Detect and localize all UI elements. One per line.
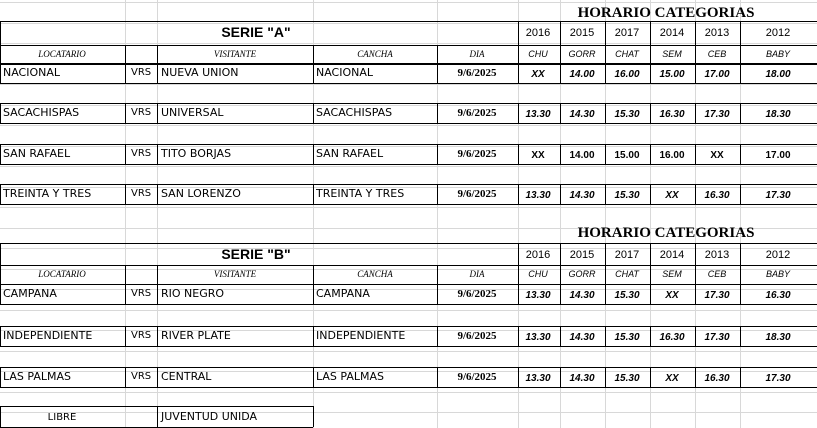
year-header: 2012 xyxy=(765,27,791,39)
match-date: 9/6/2025 xyxy=(457,288,497,300)
visitante-team: SAN LORENZO xyxy=(161,187,241,200)
visitante-team: RIVER PLATE xyxy=(161,329,231,342)
border-vertical xyxy=(157,326,158,346)
gridline-horizontal xyxy=(0,351,817,352)
category-time: 13.30 xyxy=(525,331,551,343)
border-vertical xyxy=(0,406,1,427)
category-time: XX xyxy=(531,68,545,80)
match-date: 9/6/2025 xyxy=(457,188,497,200)
header-dia: DIA xyxy=(469,269,485,279)
gridline-horizontal xyxy=(0,125,817,126)
border-vertical xyxy=(740,103,741,123)
category-header: CHU xyxy=(528,269,548,279)
category-time: 14.30 xyxy=(569,331,595,343)
border-vertical xyxy=(518,265,519,284)
border-vertical xyxy=(437,45,438,64)
border-vertical xyxy=(740,367,741,387)
locatario-team: NACIONAL xyxy=(3,66,61,79)
border-vertical xyxy=(125,45,126,64)
header-visitante: VISITANTE xyxy=(213,49,257,59)
header-cancha: CANCHA xyxy=(357,269,393,279)
border-vertical xyxy=(695,21,696,64)
category-time: 15.30 xyxy=(614,372,640,384)
libre-team: JUVENTUD UNIDA xyxy=(161,410,258,423)
row-bottom-border xyxy=(0,123,817,124)
border-vertical xyxy=(740,243,741,284)
category-time: 13.30 xyxy=(525,372,551,384)
locatario-team: TREINTA Y TRES xyxy=(3,187,92,200)
border-vertical xyxy=(740,63,741,83)
category-header: CEB xyxy=(707,49,727,59)
border-vertical xyxy=(740,21,741,64)
row-bottom-border xyxy=(0,83,817,84)
category-time: XX xyxy=(665,189,679,201)
gridline-horizontal xyxy=(0,412,817,413)
border-vertical xyxy=(0,144,1,164)
border-vertical xyxy=(125,326,126,346)
vrs-label: VRS xyxy=(131,370,152,382)
category-time: 17.30 xyxy=(765,189,791,201)
match-date: 9/6/2025 xyxy=(457,107,497,119)
locatario-team: INDEPENDIENTE xyxy=(3,329,93,342)
category-time: 17.00 xyxy=(704,68,730,80)
header-cancha: CANCHA xyxy=(357,49,393,59)
year-header: 2014 xyxy=(659,27,685,39)
category-time: 16.30 xyxy=(704,372,730,384)
category-time: 13.30 xyxy=(525,289,551,301)
category-time: 16.00 xyxy=(614,68,640,80)
category-time: 14.00 xyxy=(569,68,595,80)
border-vertical xyxy=(0,367,1,387)
row-bottom-border xyxy=(0,204,817,205)
category-time: 15.30 xyxy=(614,189,640,201)
category-header: GORR xyxy=(568,49,596,59)
category-header: SEM xyxy=(662,49,682,59)
border-vertical xyxy=(0,184,1,204)
category-time: 15.30 xyxy=(614,331,640,343)
horario-categorias-title: HORARIO CATEGORIAS xyxy=(577,4,755,21)
locatario-team: CAMPANA xyxy=(3,287,57,300)
border-vertical xyxy=(0,63,1,83)
gridline-horizontal xyxy=(0,166,817,167)
gridline-horizontal xyxy=(0,2,817,3)
category-time: XX xyxy=(531,149,545,161)
border-vertical xyxy=(157,367,158,387)
border-vertical xyxy=(0,21,1,64)
category-time: 16.30 xyxy=(704,189,730,201)
horario-categorias-title: HORARIO CATEGORIAS xyxy=(577,224,755,241)
border-vertical xyxy=(0,326,1,346)
border-vertical xyxy=(650,21,651,64)
row-bottom-border xyxy=(0,164,817,165)
border-vertical xyxy=(740,326,741,346)
border-vertical xyxy=(157,265,158,284)
year-header: 2014 xyxy=(659,249,685,261)
category-time: 15.00 xyxy=(614,149,640,161)
gridline-horizontal xyxy=(0,392,817,393)
gridline-horizontal xyxy=(0,84,817,85)
category-time: 18.00 xyxy=(765,68,791,80)
category-time: 13.30 xyxy=(525,108,551,120)
border-vertical xyxy=(605,243,606,284)
border-vertical xyxy=(157,103,158,123)
category-time: 14.30 xyxy=(569,372,595,384)
libre-label: LIBRE xyxy=(47,411,77,423)
category-time: 14.00 xyxy=(569,149,595,161)
match-date: 9/6/2025 xyxy=(457,67,497,79)
category-header: BABY xyxy=(765,49,790,59)
gridline-horizontal xyxy=(0,207,817,208)
category-time: 16.30 xyxy=(659,331,685,343)
match-date: 9/6/2025 xyxy=(457,148,497,160)
visitante-team: CENTRAL xyxy=(161,370,212,383)
category-time: 15.00 xyxy=(659,68,685,80)
border-vertical xyxy=(125,63,126,83)
category-time: XX xyxy=(665,372,679,384)
category-time: 15.30 xyxy=(614,289,640,301)
gridline-horizontal xyxy=(0,310,817,311)
header-locatario: LOCATARIO xyxy=(38,49,86,59)
border-vertical xyxy=(0,284,1,304)
border-vertical xyxy=(313,63,314,83)
serie-title: SERIE "A" xyxy=(221,24,291,40)
category-time: 16.00 xyxy=(659,149,685,161)
border-vertical xyxy=(437,265,438,284)
match-date: 9/6/2025 xyxy=(457,371,497,383)
border-vertical xyxy=(313,45,314,64)
border-vertical xyxy=(125,284,126,304)
year-header: 2013 xyxy=(704,27,730,39)
border-vertical xyxy=(313,406,314,427)
border-vertical xyxy=(125,144,126,164)
row-bottom-border xyxy=(0,346,817,347)
border-vertical xyxy=(125,184,126,204)
category-time: 17.00 xyxy=(765,149,791,161)
visitante-team: NUEVA UNION xyxy=(161,66,239,79)
cancha-name: SAN RAFAEL xyxy=(316,147,384,160)
category-header: CHAT xyxy=(615,49,639,59)
category-header: BABY xyxy=(765,269,790,279)
border-vertical xyxy=(313,284,314,304)
border-vertical xyxy=(313,103,314,123)
border-vertical xyxy=(560,21,561,64)
border-vertical xyxy=(125,367,126,387)
border-vertical xyxy=(695,243,696,284)
border-vertical xyxy=(605,21,606,64)
cancha-name: INDEPENDIENTE xyxy=(316,329,406,342)
year-header: 2012 xyxy=(765,249,791,261)
border-vertical xyxy=(0,103,1,123)
vrs-label: VRS xyxy=(131,187,152,199)
header-locatario: LOCATARIO xyxy=(38,269,86,279)
border-vertical xyxy=(157,63,158,83)
category-time: 17.30 xyxy=(704,108,730,120)
category-time: XX xyxy=(665,289,679,301)
category-time: 13.30 xyxy=(525,189,551,201)
category-time: 18.30 xyxy=(765,331,791,343)
vrs-label: VRS xyxy=(131,106,152,118)
border-vertical xyxy=(313,144,314,164)
category-time: 17.30 xyxy=(765,372,791,384)
header-dia: DIA xyxy=(469,49,485,59)
border-vertical xyxy=(157,184,158,204)
border-vertical xyxy=(157,144,158,164)
year-header: 2017 xyxy=(614,249,640,261)
cancha-name: LAS PALMAS xyxy=(316,370,384,383)
border-vertical xyxy=(125,103,126,123)
border-vertical xyxy=(313,326,314,346)
year-header: 2016 xyxy=(525,249,551,261)
cancha-name: NACIONAL xyxy=(316,66,374,79)
match-date: 9/6/2025 xyxy=(457,330,497,342)
category-time: 15.30 xyxy=(614,108,640,120)
category-header: CHAT xyxy=(615,269,639,279)
category-header: SEM xyxy=(662,269,682,279)
border-vertical xyxy=(157,45,158,64)
year-header: 2015 xyxy=(569,27,595,39)
locatario-team: LAS PALMAS xyxy=(3,370,71,383)
category-time: XX xyxy=(710,149,724,161)
border-vertical xyxy=(313,184,314,204)
locatario-team: SACACHISPAS xyxy=(3,106,80,119)
category-time: 18.30 xyxy=(765,108,791,120)
year-header: 2017 xyxy=(614,27,640,39)
vrs-label: VRS xyxy=(131,329,152,341)
border-vertical xyxy=(313,265,314,284)
category-time: 16.30 xyxy=(659,108,685,120)
category-time: 17.30 xyxy=(704,289,730,301)
category-header: CEB xyxy=(707,269,727,279)
cancha-name: TREINTA Y TRES xyxy=(316,187,405,200)
border-vertical xyxy=(740,284,741,304)
border-vertical xyxy=(740,184,741,204)
cancha-name: CAMPANA xyxy=(316,287,370,300)
category-time: 14.30 xyxy=(569,108,595,120)
category-time: 14.30 xyxy=(569,189,595,201)
category-time: 14.30 xyxy=(569,289,595,301)
row-bottom-border xyxy=(0,387,817,388)
category-header: GORR xyxy=(568,269,596,279)
year-header: 2016 xyxy=(525,27,551,39)
border-vertical xyxy=(313,367,314,387)
border-vertical xyxy=(0,243,1,284)
header-visitante: VISITANTE xyxy=(213,269,257,279)
border-vertical xyxy=(157,284,158,304)
visitante-team: RIO NEGRO xyxy=(161,287,225,300)
category-header: CHU xyxy=(528,49,548,59)
border-vertical xyxy=(650,243,651,284)
year-header: 2015 xyxy=(569,249,595,261)
border-vertical xyxy=(740,144,741,164)
border-vertical xyxy=(125,265,126,284)
serie-title: SERIE "B" xyxy=(221,246,291,262)
year-header: 2013 xyxy=(704,249,730,261)
visitante-team: TITO BORJAS xyxy=(161,147,232,160)
vrs-label: VRS xyxy=(131,147,152,159)
vrs-label: VRS xyxy=(131,287,152,299)
border-vertical xyxy=(518,45,519,64)
visitante-team: UNIVERSAL xyxy=(161,106,224,119)
row-bottom-border xyxy=(0,304,817,305)
cancha-name: SACACHISPAS xyxy=(316,106,393,119)
border-vertical xyxy=(157,406,158,427)
locatario-team: SAN RAFAEL xyxy=(3,147,71,160)
vrs-label: VRS xyxy=(131,66,152,78)
category-time: 16.30 xyxy=(765,289,791,301)
border-vertical xyxy=(560,243,561,284)
category-time: 17.30 xyxy=(704,331,730,343)
